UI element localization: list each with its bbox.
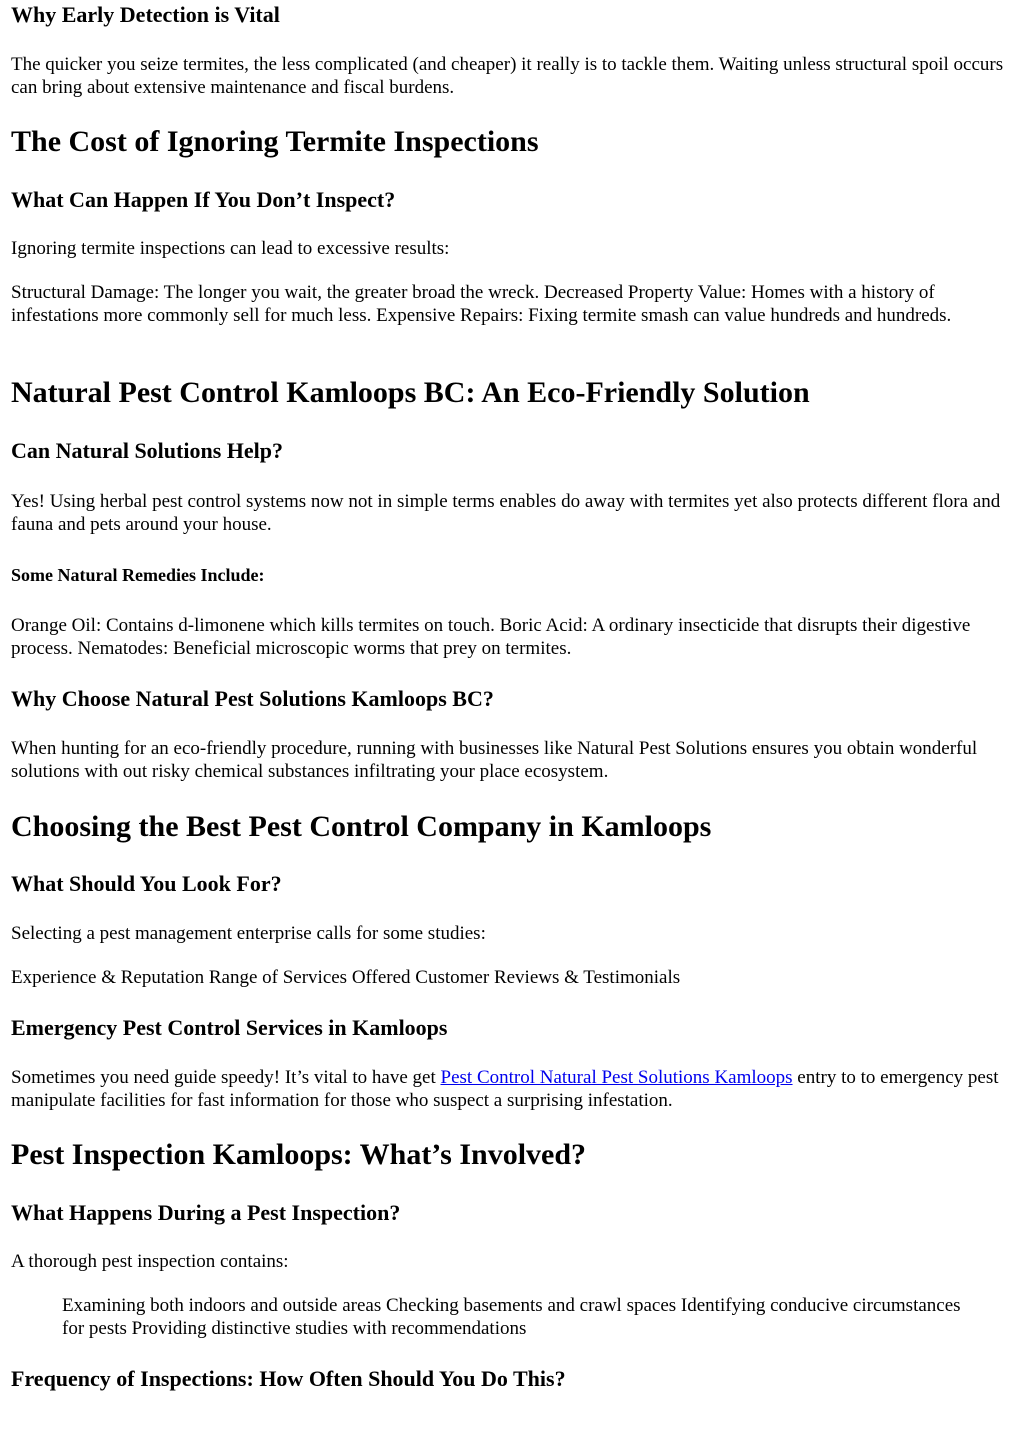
paragraph-why-choose-natural: When hunting for an eco-friendly procedure, running with businesses like Natural Pest Solutions ensures you obtain wonderful solutions with out risky chemical substances infiltrating your place ecosystem. [11,738,978,782]
paragraph-natural-remedies: Orange Oil: Contains d-limonene which kills termites on touch. Boric Acid: A ordinary insecticide that disrupts their digestive process. Nematodes: Beneficial microscopic worms that prey on termites. [11,615,971,659]
heading-what-happens-inspection: What Happens During a Pest Inspection? [11,1200,401,1225]
heading-what-to-look-for: What Should You Look For? [11,871,282,896]
emergency-text-before: Sometimes you need guide speedy! It’s vital to have get [11,1067,441,1088]
paragraph-inspection-intro: A thorough pest inspection contains: [11,1251,289,1272]
heading-what-can-happen: What Can Happen If You Don’t Inspect? [11,187,396,212]
heading-natural-pest-control: Natural Pest Control Kamloops BC: An Eco-Friendly Solution [11,376,810,409]
paragraph-selecting-intro: Selecting a pest management enterprise calls for some studies: [11,923,486,944]
heading-why-choose-natural: Why Choose Natural Pest Solutions Kamloops BC? [11,686,494,711]
paragraph-ignoring-intro: Ignoring termite inspections can lead to excessive results: [11,238,450,259]
paragraph-selection-criteria: Experience & Reputation Range of Services Offered Customer Reviews & Testimonials [11,967,681,988]
heading-choosing-company: Choosing the Best Pest Control Company in Kamloops [11,810,712,843]
heading-natural-remedies: Some Natural Remedies Include: [11,565,265,585]
heading-cost-of-ignoring: The Cost of Ignoring Termite Inspections [11,125,539,158]
heading-pest-inspection: Pest Inspection Kamloops: What’s Involved? [11,1138,587,1171]
blockquote-inspection-steps: Examining both indoors and outside areas Checking basements and crawl spaces Identifying conducive circumstances for pests Providing distinctive studies with recommendations [62,1295,961,1339]
heading-inspection-frequency: Frequency of Inspections: How Often Should You Do This? [11,1366,566,1391]
heading-early-detection: Why Early Detection is Vital [11,2,280,27]
paragraph-emergency-services [11,1066,1019,1112]
paragraph-natural-help: Yes! Using herbal pest control systems now not in simple terms enables do away with termites yet also protects different flora and fauna and pets around your house. [11,491,1001,535]
paragraph-early-detection: The quicker you seize termites, the less complicated (and cheaper) it really is to tackle them. Waiting unless structural spoil occurs can bring about extensive maintenance and fiscal burdens. [11,54,1004,98]
paragraph-ignoring-consequences: Structural Damage: The longer you wait, the greater broad the wreck. Decreased Property Value: Homes with a history of infestations more commonly sell for much less. Expensive Repairs: Fixing termite smash can value hundreds and hundreds. [11,282,952,326]
heading-can-natural-help: Can Natural Solutions Help? [11,438,283,463]
heading-emergency-services: Emergency Pest Control Services in Kamloops [11,1015,448,1040]
emergency-text-after: entry to to emergency pest manipulate facilities for fast information for those who suspect a surprising infestation. [11,1067,999,1111]
pest-control-link[interactable]: Pest Control Natural Pest Solutions Kamloops [440,1067,793,1088]
